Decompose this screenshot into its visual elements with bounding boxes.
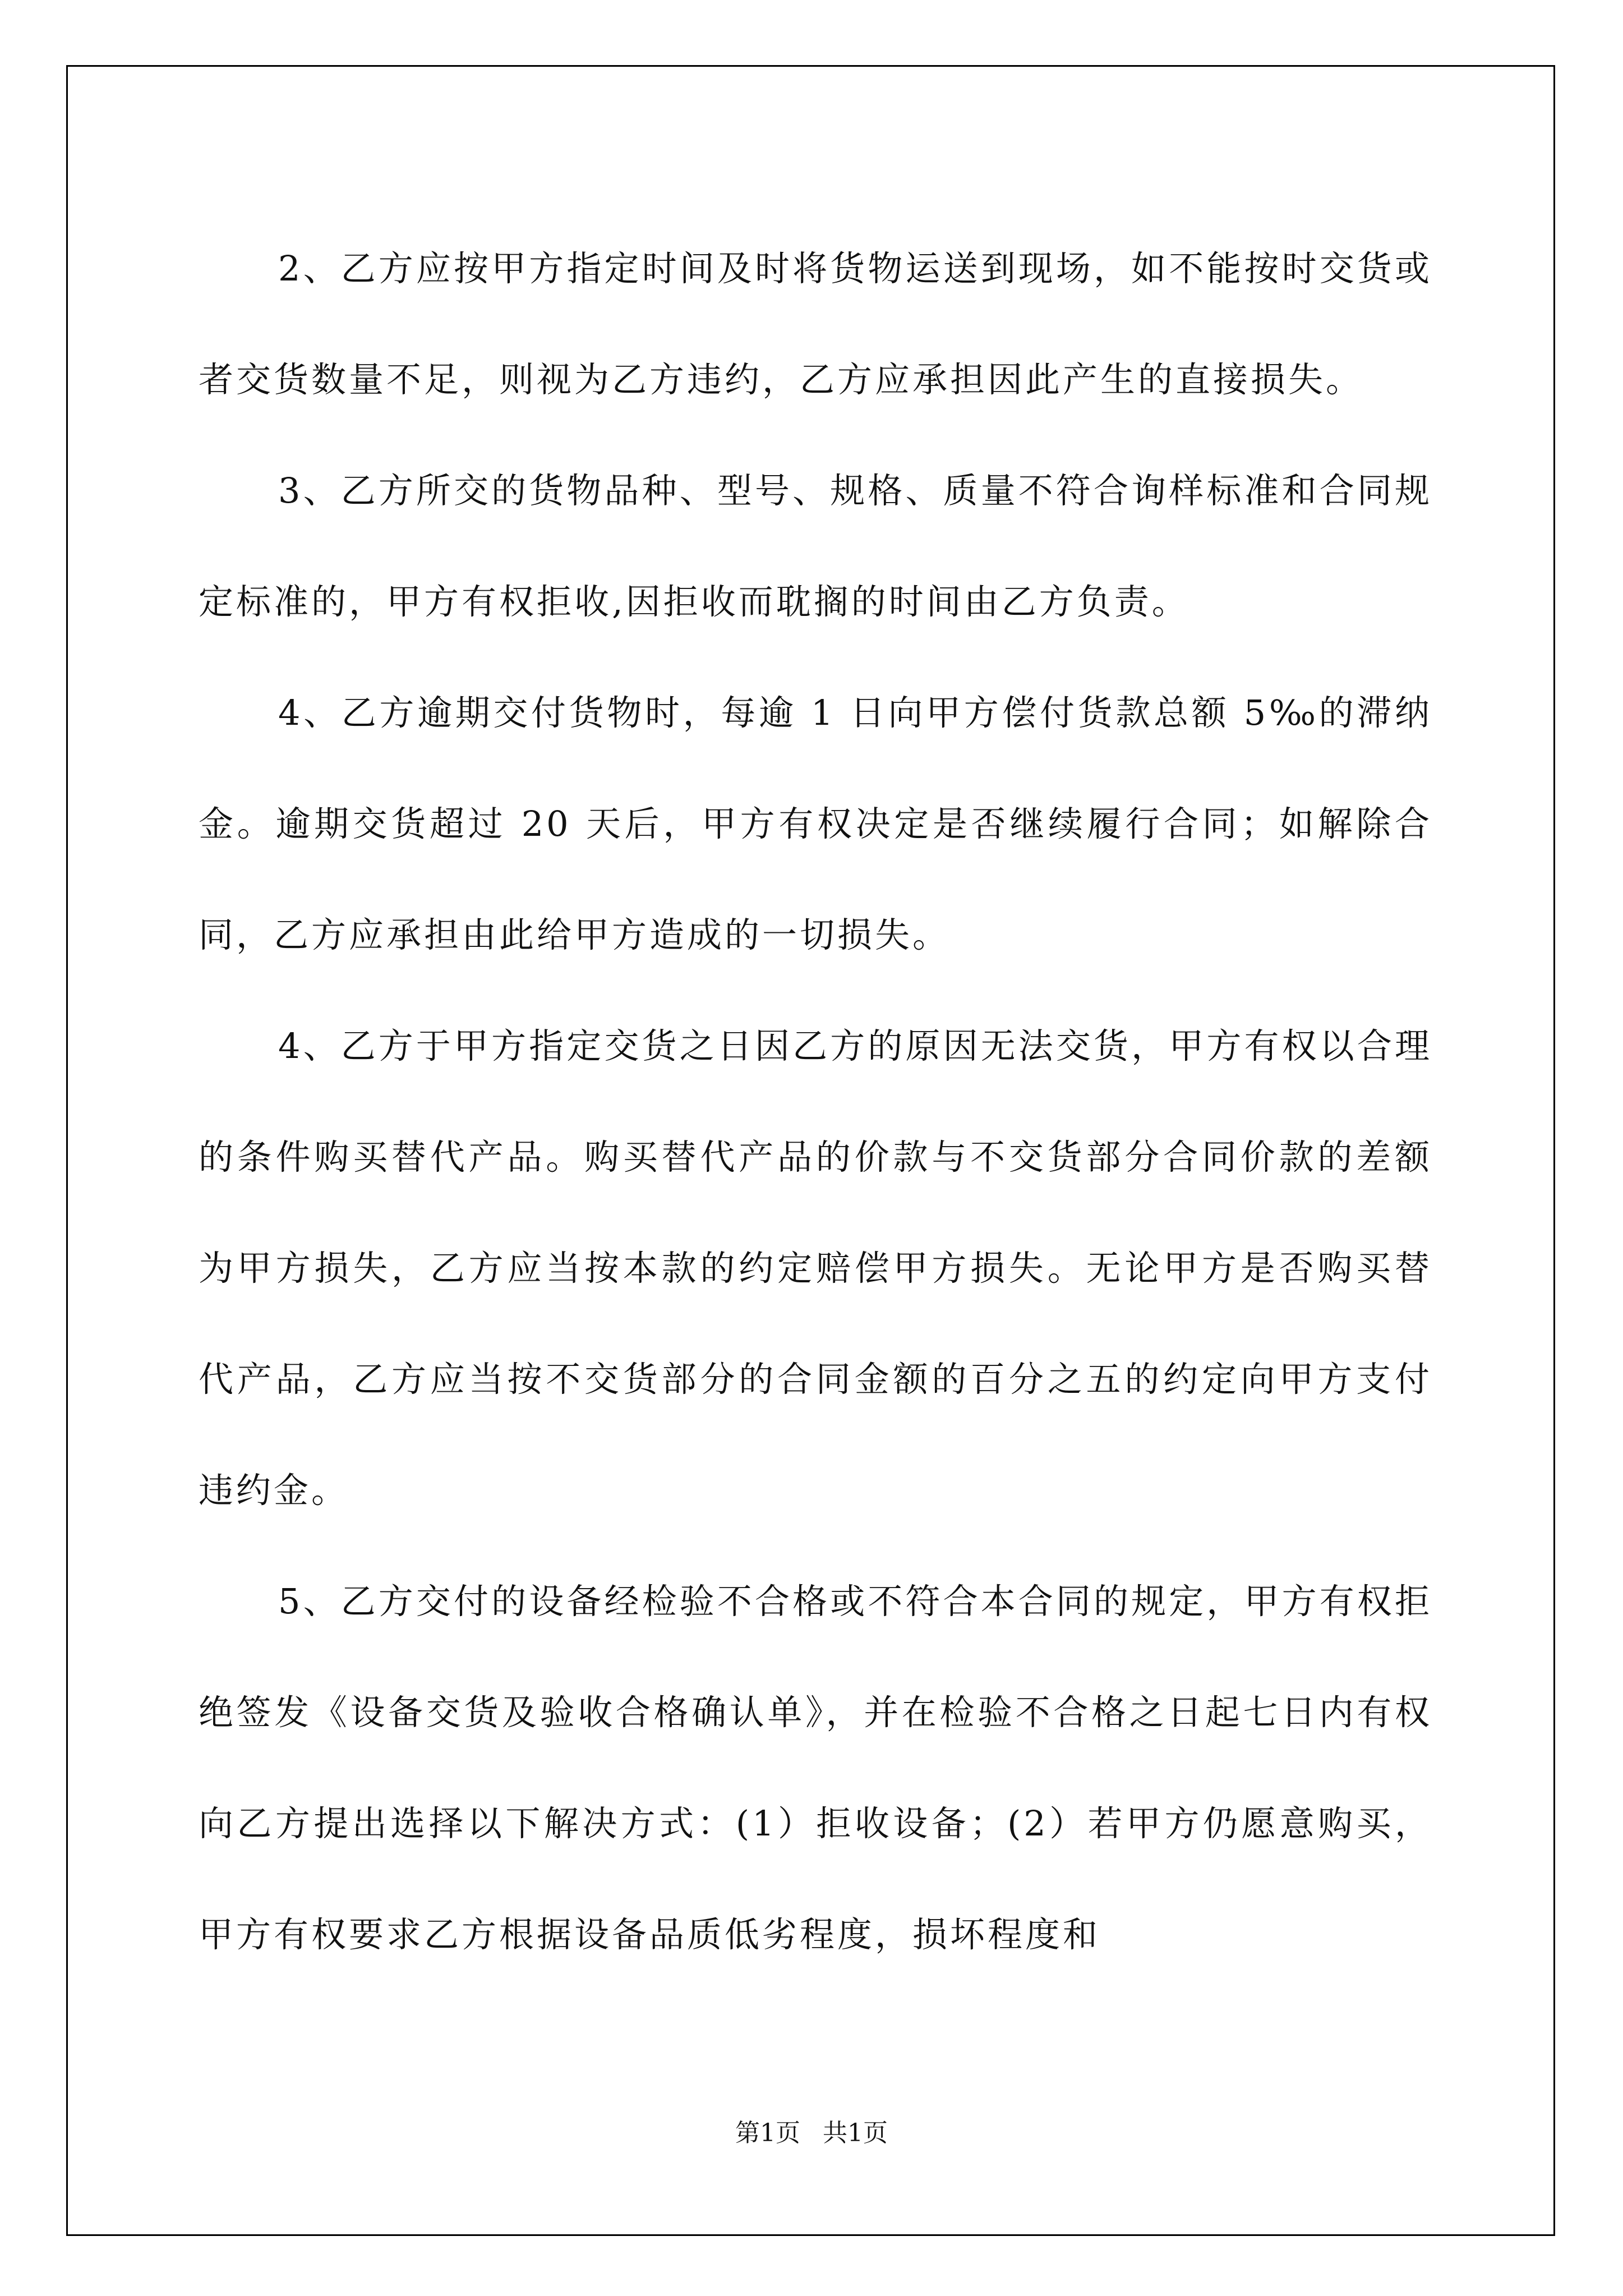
page-number: 第1页 <box>735 2119 800 2147</box>
page-footer <box>0 2113 1623 2148</box>
paragraph-clause-3: 3、乙方所交的货物品种、型号、规格、质量不符合询样标准和合同规定标准的，甲方有权拒收,因拒收而耽搁的时间由乙方负责。 <box>199 470 1432 622</box>
paragraph-clause-4b: 4、乙方于甲方指定交货之日因乙方的原因无法交货，甲方有权以合理的条件购买替代产品。购买替代产品的价款与不交货部分合同价款的差额为甲方损失，乙方应当按本款的约定赔偿甲方损失。无论甲方是否购买替代产品，乙方应当按不交货部分的合同金额的百分之五的约定向甲方支付违约金。 <box>199 1025 1432 1511</box>
paragraph-clause-4a: 4、乙方逾期交付货物时，每逾 1 日向甲方偿付货款总额 5‰的滞纳金。逾期交货超过 20 天后，甲方有权决定是否继续履行合同；如解除合同，乙方应承担由此给甲方造成的一切损失。 <box>199 692 1432 955</box>
page-total: 共1页 <box>823 2119 888 2147</box>
paragraph-clause-5: 5、乙方交付的设备经检验不合格或不符合本合同的规定，甲方有权拒绝签发《设备交货及验收合格确认单》，并在检验不合格之日起七日内有权向乙方提出选择以下解决方式：(1）拒收设备；(2）若甲方仍愿意购买，甲方有权要求乙方根据设备品质低劣程度，损坏程度和 <box>199 1581 1432 1955</box>
document-body <box>199 213 1432 1990</box>
paragraph-clause-2: 2、乙方应按甲方指定时间及时将货物运送到现场，如不能按时交货或者交货数量不足，则视为乙方违约，乙方应承担因此产生的直接损失。 <box>199 248 1432 400</box>
